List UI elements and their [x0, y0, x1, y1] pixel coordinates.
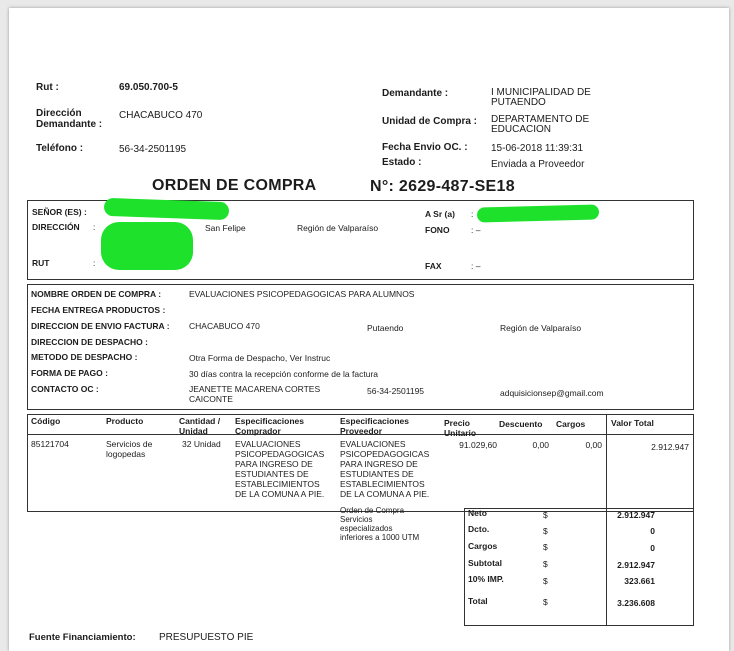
- row-cantidad: 32 Unidad: [182, 439, 221, 449]
- nombre-orden-value: EVALUACIONES PSICOPEDAGOGICAS PARA ALUMNOS: [189, 289, 415, 299]
- total-label-cargos: Cargos: [468, 541, 498, 551]
- redacted-contact-name: [477, 204, 599, 222]
- document-title: ORDEN DE COMPRA: [152, 177, 317, 194]
- total-label-subtotal: Subtotal: [468, 558, 502, 568]
- redacted-supplier-address: [101, 222, 193, 270]
- envio-region: Región de Valparaíso: [500, 323, 582, 333]
- telefono-label: Teléfono :: [36, 143, 84, 154]
- valor-column-divider: [606, 414, 607, 512]
- col-precio: Precio Unitario: [444, 418, 477, 438]
- fecha-envio-label: Fecha Envio OC. :: [382, 142, 468, 153]
- col-descuento: Descuento: [499, 419, 543, 429]
- direccion-despacho-label: DIRECCION DE DESPACHO :: [31, 337, 148, 347]
- metodo-despacho-label: METODO DE DESPACHO :: [31, 352, 138, 362]
- contacto-email: adquisicionsep@gmail.com: [500, 388, 604, 398]
- col-esp-comprador: Especificaciones Comprador: [235, 416, 304, 436]
- direccion-demandante-label: Dirección Demandante :: [36, 108, 103, 130]
- total-currency-dcto: $: [543, 526, 548, 536]
- fax-label: FAX: [425, 261, 442, 271]
- col-producto: Producto: [106, 416, 144, 426]
- total-currency-imp: $: [543, 576, 548, 586]
- unidad-compra-label: Unidad de Compra :: [382, 116, 478, 127]
- col-esp-proveedor: Especificaciones Proveedor: [340, 416, 409, 436]
- demandante-value: I MUNICIPALIDAD DE PUTAENDO: [491, 87, 591, 108]
- unidad-compra-value: DEPARTAMENTO DE EDUCACION: [491, 114, 590, 135]
- order-number: N°: 2629-487-SE18: [370, 178, 515, 195]
- envio-city: Putaendo: [367, 323, 404, 333]
- row-descuento: 0,00: [532, 440, 549, 450]
- nombre-orden-label: NOMBRE ORDEN DE COMPRA :: [31, 289, 162, 299]
- a-sr-label: A Sr (a): [425, 209, 455, 219]
- rut-proveedor-label: RUT: [32, 258, 50, 268]
- metodo-despacho-value: Otra Forma de Despacho, Ver Instruc: [189, 353, 331, 363]
- estado-label: Estado :: [382, 157, 422, 168]
- total-label-imp: 10% IMP.: [468, 574, 504, 584]
- total-currency-subtotal: $: [543, 559, 548, 569]
- contacto-oc-label: CONTACTO OC :: [31, 384, 99, 394]
- purchase-order-document: [9, 8, 729, 651]
- supplier-city: San Felipe: [205, 223, 246, 233]
- total-value-cargos: 0: [650, 543, 655, 553]
- total-currency-neto: $: [543, 510, 548, 520]
- total-currency-cargos: $: [543, 542, 548, 552]
- senor-label: SEÑOR (ES) :: [32, 207, 87, 217]
- row-producto: Servicios de logopedas: [106, 439, 153, 459]
- total-label-dcto: Dcto.: [468, 524, 490, 534]
- fono-value: : –: [471, 225, 481, 235]
- total-label-neto: Neto: [468, 508, 487, 518]
- row-codigo: 85121704: [31, 439, 69, 449]
- total-value-total: 3.236.608: [617, 598, 655, 608]
- rut-label: Rut :: [36, 82, 59, 93]
- fecha-envio-value: 15-06-2018 11:39:31: [491, 143, 584, 154]
- col-valor-total: Valor Total: [611, 418, 654, 428]
- row-precio: 91.029,60: [459, 440, 497, 450]
- row-cargos: 0,00: [585, 440, 602, 450]
- row-esp-comprador: EVALUACIONES PSICOPEDAGOGICAS PARA INGRESO DE ESTUDIANTES DE ESTABLECIMIENTOS DE LA COMUNA A PIE.: [235, 439, 325, 499]
- direccion-demandante-value: CHACABUCO 470: [119, 110, 203, 121]
- total-currency-total: $: [543, 597, 548, 607]
- fax-value: : –: [471, 261, 481, 271]
- contacto-oc-value: JEANETTE MACARENA CORTES CAICONTE: [189, 384, 321, 404]
- rut-value: 69.050.700-5: [119, 82, 178, 93]
- row-valor-total: 2.912.947: [651, 442, 689, 452]
- fuente-financiamiento-value: PRESUPUESTO PIE: [159, 632, 254, 643]
- forma-pago-label: FORMA DE PAGO :: [31, 368, 108, 378]
- contacto-phone: 56-34-2501195: [367, 386, 425, 396]
- estado-value: Enviada a Proveedor: [491, 159, 585, 170]
- direccion-envio-factura-value: CHACABUCO 470: [189, 321, 260, 331]
- col-codigo: Código: [31, 416, 61, 426]
- total-value-imp: 323.661: [624, 576, 655, 586]
- order-note: Orden de Compra Servicios especializados inferiores a 1000 UTM: [340, 506, 420, 542]
- direccion-envio-factura-label: DIRECCION DE ENVIO FACTURA :: [31, 321, 170, 331]
- col-cantidad: Cantidad / Unidad: [179, 416, 221, 436]
- total-value-neto: 2.912.947: [617, 510, 655, 520]
- direccion-proveedor-label: DIRECCIÓN: [32, 222, 80, 232]
- col-cargos: Cargos: [556, 419, 586, 429]
- fuente-financiamiento-label: Fuente Financiamiento:: [29, 632, 136, 643]
- total-value-subtotal: 2.912.947: [617, 560, 655, 570]
- total-value-dcto: 0: [650, 526, 655, 536]
- fecha-entrega-label: FECHA ENTREGA PRODUCTOS :: [31, 305, 166, 315]
- row-esp-proveedor: EVALUACIONES PSICOPEDAGOGICAS PARA INGRESO DE ESTUDIANTES DE ESTABLECIMIENTOS DE LA COMUNA A PIE.: [340, 439, 430, 499]
- telefono-value: 56-34-2501195: [119, 144, 187, 155]
- demandante-label: Demandante :: [382, 88, 449, 99]
- direccion-proveedor-sep: :: [93, 222, 96, 232]
- fono-label: FONO: [425, 225, 450, 235]
- forma-pago-value: 30 días contra la recepción conforme de la factura: [189, 369, 378, 379]
- a-sr-sep: :: [471, 209, 474, 219]
- total-label-total: Total: [468, 596, 488, 606]
- rut-proveedor-sep: :: [93, 258, 96, 268]
- supplier-region: Región de Valparaíso: [297, 223, 379, 233]
